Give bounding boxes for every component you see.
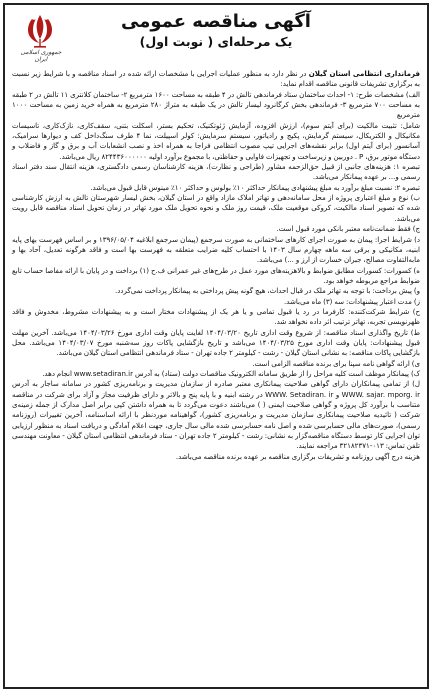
note-2-paragraph: تبصره ۲: نسبت مبلغ برآورد به مبلغ پیشنهادی پیمانکار حداکثر ۱۰٪ بولوس و حداکثر ۱۰٪ مینوس قابل قبول می‌باشد. [90, 182, 420, 192]
execution-terms-paragraph: د) شرایط اجرا: پیمان به صورت اجرای کارهای ساختمانی به صورت سرجمع (پیمان سرجمع ابلاغیه ۱۳۹۶/۰۵/۰۴ و بر اساس فهرست بهای پایه ابنیه، مکانیکی و برقی سه ماهه چهارم سال ۱۴۰۳ با احتساب کلیه ضرایب متعلقه به فهرست بها است و فاقد هرگونه تعدیل، آحاد بها و مابه‌التفاوت مصالح، جبران خسارت از ارز و ...) می‌باشد. [12, 234, 420, 265]
note-1-paragraph: تبصره ۱: هزینه‌های جانبی از قبیل حق‌الزحمه مشاور (طراحی و نظارت)، هزینه کارشناسان رسمی دادگستری، هزینه انتقال سند دفتر اسناد رسمی و... بر عهده پیمانکار می‌باشد. [12, 162, 420, 182]
deductions-paragraph: ه) کسورات: کسورات مطابق ضوابط و بالاهزینه‌های مورد عمل در طرح‌های غیر عمرانی ف.ح (۱) برداخت و در پایان با ارائه مفاصا حساب تابع ضوابط مراجع مربوطه خواهد بود. [12, 265, 420, 285]
notice-subtitle: یک مرحله‌ای ( نوبت اول) [139, 34, 293, 49]
emblem-caption: جمهوری اسلامی ایران [20, 49, 62, 63]
schedule-paragraph: ط) تاریخ واگذاری اسناد مناقصه: از شروع وقت اداری تاریخ ۱۴۰۴/۰۳/۲۰ لغایت پایان وقت اداری مورخ ۱۴۰۴/۰۳/۲۶ می‌باشد. آخرین مهلت قبول پیشنهادات: پایان وقت اداری مورخ ۱۴۰۴/۰۳/۲۵ می‌باشد و تاریخ بازگشایی پاکات روز سه‌شنبه مورخ ۱۴۰۴/۰۳/۰۷ می‌باشد. محل بازگشایی پاکات مناقصه: به نشانی استان گیلان - رشت - کیلومتر ۲ جاده تهران - ستاد فرماندهی انتظامی استان گیلان می‌باشد. [12, 327, 420, 358]
sepna-paragraph: ی) ارائه گواهی نامه سپنا برای برنده مناقصه الزامی است. [252, 358, 420, 368]
project-specs-paragraph: الف) مشخصات طرح: ۱- احداث ساختمان ستاد فرماندهی تالش در ۴ طبقه به مساحت ۱۶۰۰ مترمربع ۲- ساختمان کلانتری ۱۱ تالش در ۲ طبقه به مساحت ۷۰۰ مترمربع ۳- فرماندهی بخش کرگانرود لیسار تالش در یک طبقه به متراژ ۲۸۰ مترمربع به همراه خرید زمین به مساحت ۱۰۰۰ مترمربع [12, 89, 420, 120]
notice-header [12, 9, 420, 69]
notice-body [12, 69, 420, 462]
intro-paragraph: فرمانداری انتظامی استان گیلان در نظر دارد به منظور عملیات اجرایی با مشخصات ارائه شده در اسناد مناقصه و با شرایط زیر نسبت به برگزاری تشریفات قانونی مناقصه اقدام نماید: [12, 69, 420, 89]
participant-terms-paragraph: ح) شرایط شرکت‌کننده: کارفرما در رد یا قبول تمامی و یا هر یک از پیشنهادات مختار است و به پیشنهادات مشروط، مخدوش و فاقد ظهرنویسی تجربه، تهاتر ترتیب اثر داده نخواهد شد. [12, 306, 420, 327]
scope-paragraph: شامل: تثبیت مالکیت (برای آیتم سوم)، ارزش افزوده، آزمایش ژئوتکنیک، تحکیم بستر، اسکلت بتنی، سقف‌کاری، نازک‌کاری، تاسیسات مکانیکال و الکتریکال، سیستم گرمایش، پکیج و رادیاتور، سیستم سرمایش: کولر اسپیلت، نما ۴ طرف سنگ‌داخل کف و دیوارها سرامیک، آسانسور (برای آیتم اول) برابر نقشه‌های اجرایی تیپ مصوب انتظامی فراجا به همراه اخذ و نصب انشعابات آب و برق و گاز و فاضلاب و دستگاه موتور برق، P . دوربین و زیرساخت و تجهیزات فاوایی و حفاظتی، با مجموع برآورد اولیه ۸۲۴۴۳۶۰۰۰۰۰۰ ریال می‌باشد. [12, 120, 420, 161]
notice-title: آگهی مناقصه عمومی [121, 11, 311, 32]
iran-emblem-icon [18, 11, 62, 51]
funding-paragraph: ب) نوع و مبلغ اعتباری پروژه از محل سامانه‌دهی و تهاتر املاک مازاد واقع در استان گیلان، بخش لیسار شهرستان تالش به ارزش کارشناسی شده که تصویر اسناد مالکیت، کروکی موقعیت ملک، قیمت روز ملک و نحوه تحویل ملک مورد تهاتر در زمان تحویل اسناد مناقصه قابل رویت می‌باشد. [12, 193, 420, 223]
organization-name: فرمانداری انتظامی استان گیلان [308, 69, 420, 78]
guarantee-paragraph: ج) فقط ضمانت‌نامه معتبر بانکی مورد قبول است. [276, 224, 420, 234]
setad-paragraph: ک) پیمانکار موظف است کلیه مراحل را از طریق سامانه الکترونیک مناقصات دولت (ستاد) به آدرس www.setadiran.ir انجام دهد. [42, 368, 420, 378]
ad-cost-paragraph: هزینه درج آگهی روزنامه و تشریفات برگزاری مناقصه بر عهده برنده مناقصه می‌باشد. [175, 451, 420, 461]
tender-notice [3, 3, 429, 689]
eligibility-paragraph: ل) از تمامی پیمانکاران دارای گواهی صلاحیت پیمانکاری معتبر صادره از سازمان مدیریت و برنامه‌ریزی کشور در سامانه ساجار به آدرس WWW. sajar. mporg. ir و WWW. Setadiran. ir در رشته ابنیه و با پایه پنج و بالاتر و دارای ظرفیت مجاز و آزاد برای شرکت در مناقصه متناسب با برآورد کل پروژه و گواهی صلاحیت ایمنی ( ) می‌باشند دعوت می‌گردد تا به همراه داشتن کپی برابر اصل مدارک از جمله زمینه‌ی شرکت ( تائیدیه صلاحیت پیمانکاری سازمان مدیریت و برنامه‌ریزی کشور)، گواهینامه موردنظر با ارائه اساسنامه، آخرین تغییرات (روزنامه رسمی)، صورت‌های مالی حسابرسی شده و اصل نامه حسابرسی شده مالی سال جاری، جهت اعلام آمادگی و دریافت اسناد به منظور ارزیابی توان اجرایی کار توسط دستگاه مناقصه‌گزار به نشانی: رشت - کیلومتر ۲ جاده تهران - ستاد فرماندهی انتظامی استان گیلان - معاونت مهندسی تلفن تماس: ۰۱۳-۳۲۱۸۲۳۷۱ مراجعه نمایند. [12, 379, 420, 451]
prepayment-paragraph: و) پیش برداخت: با توجه به تهاتر ملک در قبال احداث، هیچ گونه پیش پرداختی به پیمانکار پرداخت نمی‌گردد. [115, 286, 420, 296]
validity-paragraph: ز) مدت اعتبار پیشنهادات: سه (۳) ماه می‌باشد. [284, 296, 420, 306]
